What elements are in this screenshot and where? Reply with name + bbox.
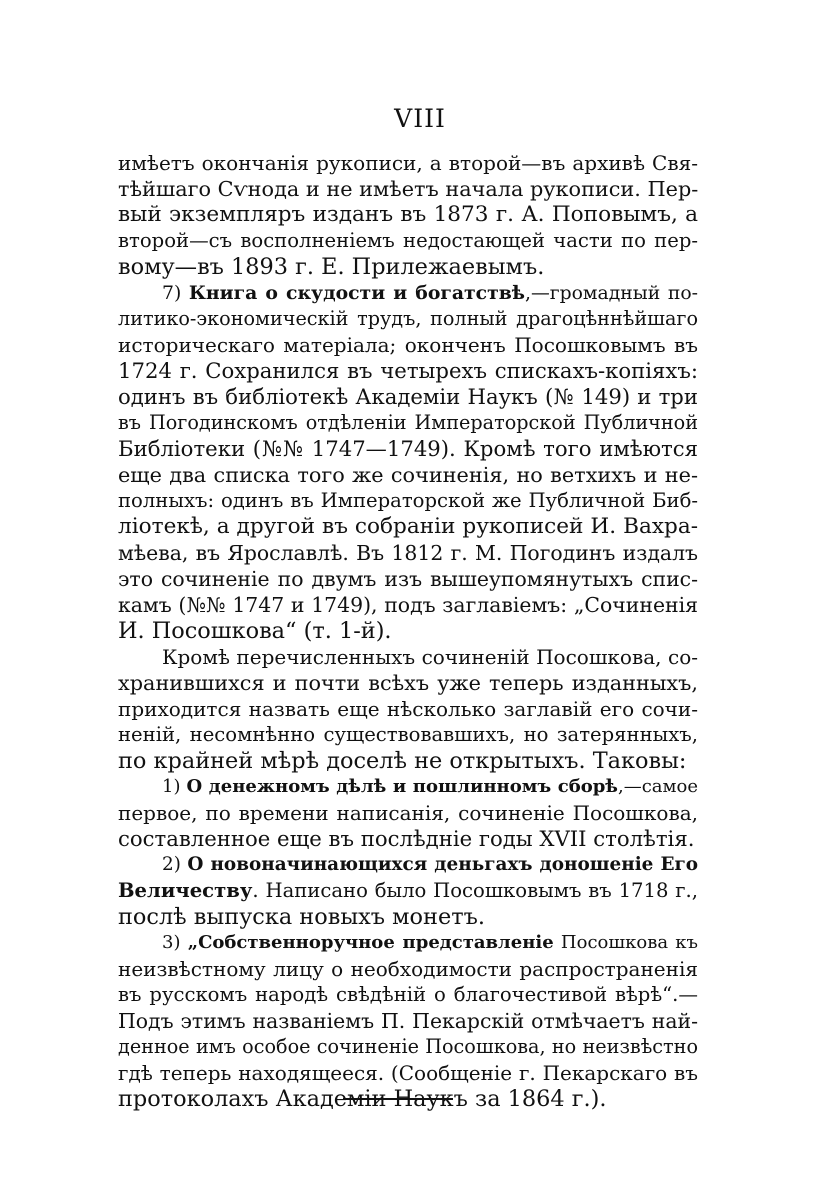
text-line: первое, по времени написанія, сочиненіе Посошкова,	[118, 801, 698, 825]
text-line: историческаго матеріала; оконченъ Посошковымъ въ	[118, 333, 698, 357]
text-line: по крайней мѣрѣ доселѣ не открытыхъ. Таковы:	[118, 748, 687, 774]
text-line: денное имъ особое сочиненіе Посошкова, но неизвѣстно	[118, 1035, 698, 1058]
end-rule	[343, 1098, 453, 1100]
body-text	[118, 150, 698, 1112]
text-line: это сочиненіе по двумъ изъ вышеупомянутыхъ спис-	[118, 567, 698, 591]
text-line: еще два списка того же сочиненія, но ветхихъ и не-	[118, 463, 698, 487]
text-line: 1) О денежномъ дѣлѣ и пошлинномъ сборѣ,—самое	[162, 776, 698, 797]
text-line: протоколахъ Академіи Наукъ за 1864 г.).	[118, 1086, 607, 1112]
text-line: приходится назвать еще нѣсколько заглавій его сочи-	[118, 697, 698, 721]
text-line: тѣйшаго Сѵнода и не имѣетъ начала рукописи. Пер-	[118, 177, 699, 201]
text-line: 7) Книга о скудости и богатствѣ,—громадный по-	[162, 282, 698, 304]
text-line: ліотекѣ, а другой въ собраніи рукописей И. Вахра-	[118, 514, 698, 539]
text-line: хранившихся и почти всѣхъ уже теперь изданныхъ,	[118, 671, 698, 695]
text-line: 2) О новоначинающихся деньгахъ доношеніе Его	[162, 854, 698, 875]
text-line: 3) „Собственноручное представленіе Посошкова къ	[162, 932, 699, 953]
text-line: литико-экономическій трудъ, полный драгоцѣннѣйшаго	[118, 307, 698, 330]
text-line: въ русскомъ народѣ свѣдѣній о благочестивой вѣрѣ“.—	[118, 983, 698, 1006]
text-line: И. Посошкова“ (т. 1-й).	[118, 618, 392, 644]
text-line: камъ (№№ 1747 и 1749), подъ заглавіемъ: „Сочиненія	[118, 593, 698, 617]
text-line: полныхъ: одинъ въ Императорской же Публичной Биб-	[118, 489, 698, 512]
text-line: Величеству. Написано было Посошковымъ въ 1718 г.,	[118, 879, 698, 902]
text-line: одинъ въ библіотекѣ Академіи Наукъ (№ 149) и три	[118, 384, 698, 409]
text-line: вый экземпляръ изданъ въ 1873 г. А. Поповымъ, а	[118, 202, 698, 227]
text-line: составленное еще въ послѣдніе годы XVII столѣтія.	[118, 826, 695, 851]
text-line: неизвѣстному лицу о необходимости распространенія	[118, 957, 698, 981]
text-line: вому—въ 1893 г. Е. Прилежаевымъ.	[118, 254, 545, 280]
page-number: VIII	[394, 104, 446, 133]
text-line: 1724 г. Сохранился въ четырехъ спискахъ-копіяхъ:	[118, 358, 698, 383]
text-line: неній, несомнѣнно существовавшихъ, но затерянныхъ,	[118, 723, 698, 746]
text-line: имѣетъ окончанія рукописи, а второй—въ архивѣ Свя-	[118, 151, 698, 175]
text-line: мѣева, въ Ярославлѣ. Въ 1812 г. М. Погодинъ издалъ	[118, 541, 698, 565]
text-line: Кромѣ перечисленныхъ сочиненій Посошкова, со-	[162, 645, 698, 669]
text-line: второй—съ восполненіемъ недостающей части по пер-	[118, 229, 698, 252]
text-line: Библіотеки (№№ 1747—1749). Кромѣ того имѣются	[118, 436, 698, 461]
text-line: послѣ выпуска новыхъ монетъ.	[118, 904, 485, 930]
text-line: гдѣ теперь находящееся. (Сообщеніе г. Пекарскаго въ	[118, 1061, 698, 1085]
text-line: въ Погодинскомъ отдѣленіи Императорской Публичной	[118, 411, 698, 434]
text-line: Подъ этимъ названіемъ П. Пекарскій отмѣчаетъ най-	[118, 1009, 698, 1033]
